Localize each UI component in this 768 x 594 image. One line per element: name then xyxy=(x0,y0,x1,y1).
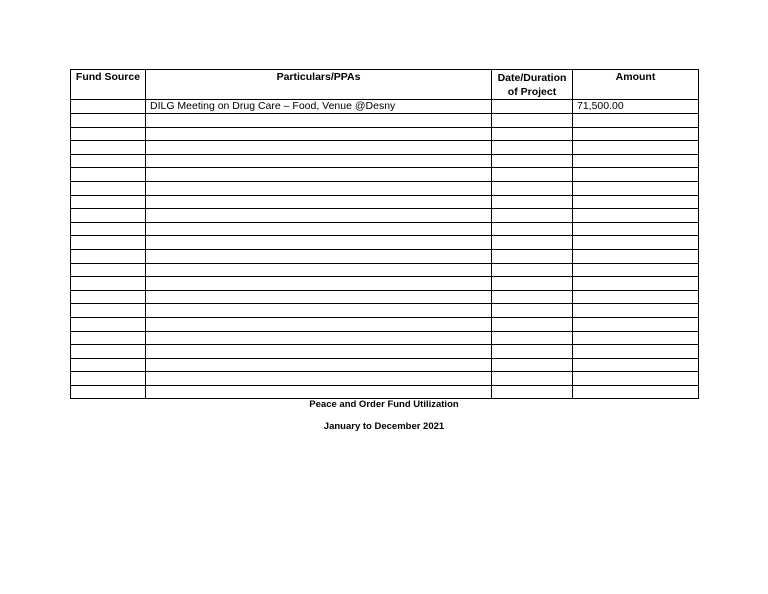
cell-fund-source xyxy=(71,345,146,359)
cell-date-duration xyxy=(492,277,573,291)
cell-amount xyxy=(573,195,699,209)
cell-date-duration xyxy=(492,168,573,182)
table-row xyxy=(71,114,699,128)
cell-fund-source xyxy=(71,236,146,250)
cell-date-duration xyxy=(492,263,573,277)
cell-amount xyxy=(573,114,699,128)
cell-date-duration xyxy=(492,358,573,372)
fund-utilization-table xyxy=(70,69,699,399)
header-fund-source: Fund Source xyxy=(71,70,146,100)
cell-fund-source xyxy=(71,358,146,372)
cell-amount xyxy=(573,277,699,291)
cell-fund-source xyxy=(71,222,146,236)
table-row xyxy=(71,195,699,209)
cell-date-duration xyxy=(492,181,573,195)
cell-fund-source xyxy=(71,181,146,195)
cell-date-duration xyxy=(492,209,573,223)
cell-date-duration xyxy=(492,331,573,345)
cell-amount xyxy=(573,154,699,168)
cell-amount xyxy=(573,345,699,359)
cell-fund-source xyxy=(71,195,146,209)
cell-particulars xyxy=(146,236,492,250)
cell-amount xyxy=(573,181,699,195)
cell-amount xyxy=(573,127,699,141)
table-row xyxy=(71,154,699,168)
cell-amount xyxy=(573,222,699,236)
table-row xyxy=(71,372,699,386)
table-row xyxy=(71,181,699,195)
cell-particulars xyxy=(146,168,492,182)
cell-amount xyxy=(573,385,699,399)
cell-date-duration xyxy=(492,345,573,359)
cell-fund-source xyxy=(71,209,146,223)
cell-amount xyxy=(573,249,699,263)
cell-fund-source xyxy=(71,141,146,155)
cell-date-duration xyxy=(492,114,573,128)
cell-amount xyxy=(573,236,699,250)
table-row xyxy=(71,222,699,236)
cell-fund-source xyxy=(71,127,146,141)
table-body xyxy=(71,100,699,399)
table-row xyxy=(71,317,699,331)
table-row xyxy=(71,249,699,263)
cell-fund-source xyxy=(71,385,146,399)
cell-fund-source xyxy=(71,331,146,345)
cell-date-duration xyxy=(492,100,573,114)
cell-fund-source xyxy=(71,168,146,182)
cell-date-duration xyxy=(492,290,573,304)
header-row xyxy=(71,70,699,100)
cell-amount xyxy=(573,358,699,372)
cell-particulars xyxy=(146,304,492,318)
cell-date-duration xyxy=(492,372,573,386)
cell-particulars: DILG Meeting on Drug Care – Food, Venue @Desny xyxy=(146,100,492,114)
cell-fund-source xyxy=(71,372,146,386)
cell-particulars xyxy=(146,345,492,359)
table-row xyxy=(71,345,699,359)
cell-fund-source xyxy=(71,290,146,304)
cell-date-duration xyxy=(492,141,573,155)
table-row xyxy=(71,263,699,277)
cell-particulars xyxy=(146,372,492,386)
cell-amount xyxy=(573,209,699,223)
cell-amount xyxy=(573,331,699,345)
table-row xyxy=(71,127,699,141)
cell-fund-source xyxy=(71,249,146,263)
cell-particulars xyxy=(146,209,492,223)
cell-amount xyxy=(573,263,699,277)
cell-particulars xyxy=(146,127,492,141)
cell-particulars xyxy=(146,249,492,263)
cell-date-duration xyxy=(492,317,573,331)
cell-date-duration xyxy=(492,222,573,236)
cell-particulars xyxy=(146,181,492,195)
cell-fund-source xyxy=(71,317,146,331)
table-row xyxy=(71,209,699,223)
table-row xyxy=(71,100,699,114)
table-header xyxy=(71,70,699,100)
cell-particulars xyxy=(146,154,492,168)
table-row xyxy=(71,277,699,291)
cell-amount xyxy=(573,304,699,318)
table-row xyxy=(71,385,699,399)
cell-amount xyxy=(573,168,699,182)
cell-particulars xyxy=(146,331,492,345)
table-row xyxy=(71,290,699,304)
cell-particulars xyxy=(146,222,492,236)
cell-amount xyxy=(573,317,699,331)
cell-particulars xyxy=(146,290,492,304)
cell-amount: 71,500.00 xyxy=(573,100,699,114)
cell-date-duration xyxy=(492,195,573,209)
cell-fund-source xyxy=(71,154,146,168)
cell-amount xyxy=(573,290,699,304)
header-amount: Amount xyxy=(573,70,699,100)
cell-date-duration xyxy=(492,304,573,318)
cell-fund-source xyxy=(71,263,146,277)
table-row xyxy=(71,358,699,372)
cell-particulars xyxy=(146,114,492,128)
document-period: January to December 2021 xyxy=(323,421,445,432)
cell-particulars xyxy=(146,141,492,155)
cell-particulars xyxy=(146,358,492,372)
cell-particulars xyxy=(146,385,492,399)
cell-particulars xyxy=(146,263,492,277)
header-date-duration: Date/Duration of Project xyxy=(492,70,573,100)
cell-amount xyxy=(573,372,699,386)
table-row xyxy=(71,141,699,155)
header-particulars: Particulars/PPAs xyxy=(146,70,492,100)
cell-fund-source xyxy=(71,304,146,318)
cell-date-duration xyxy=(492,127,573,141)
cell-fund-source xyxy=(71,100,146,114)
table-row xyxy=(71,304,699,318)
cell-fund-source xyxy=(71,114,146,128)
document-title: Peace and Order Fund Utilization xyxy=(309,399,459,410)
cell-particulars xyxy=(146,195,492,209)
table-row xyxy=(71,168,699,182)
cell-date-duration xyxy=(492,249,573,263)
table-row xyxy=(71,236,699,250)
cell-date-duration xyxy=(492,154,573,168)
cell-fund-source xyxy=(71,277,146,291)
table-row xyxy=(71,331,699,345)
cell-particulars xyxy=(146,277,492,291)
cell-date-duration xyxy=(492,385,573,399)
cell-particulars xyxy=(146,317,492,331)
cell-amount xyxy=(573,141,699,155)
cell-date-duration xyxy=(492,236,573,250)
